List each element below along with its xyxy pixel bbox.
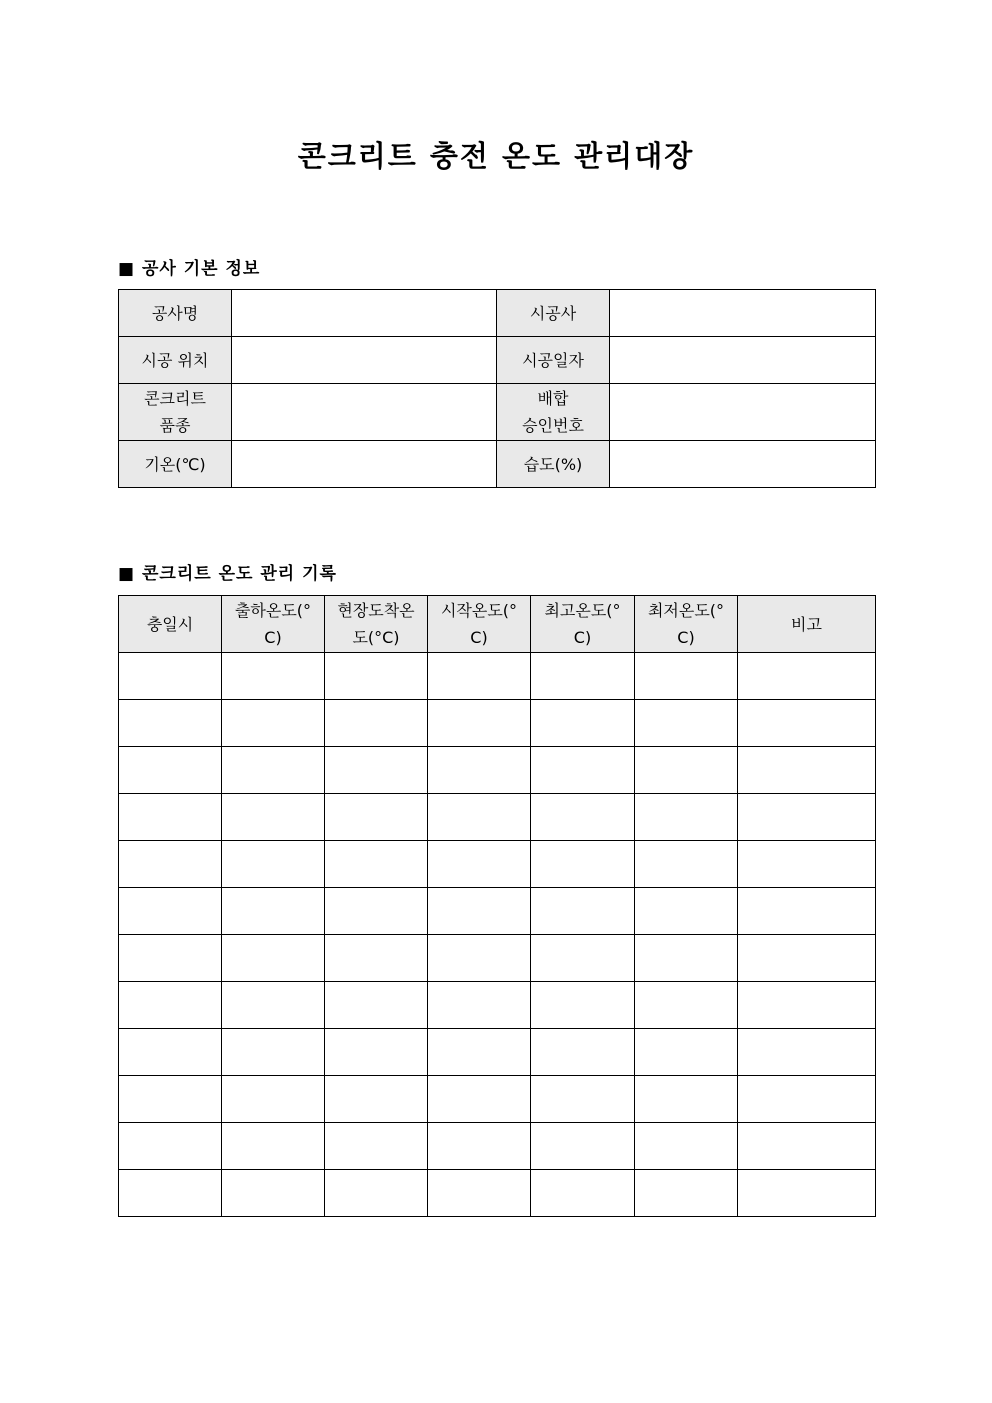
label-contractor: 시공사 bbox=[497, 290, 610, 337]
cell-min-temp[interactable] bbox=[635, 794, 738, 841]
column-header-remarks: 비고 bbox=[738, 596, 876, 653]
info-row bbox=[119, 441, 876, 488]
cell-fill-datetime[interactable] bbox=[119, 1076, 222, 1123]
table-row bbox=[119, 700, 876, 747]
cell-remarks[interactable] bbox=[738, 653, 876, 700]
label-project-name: 공사명 bbox=[119, 290, 232, 337]
cell-shipping-temp[interactable] bbox=[222, 794, 325, 841]
table-row bbox=[119, 1123, 876, 1170]
table-row bbox=[119, 653, 876, 700]
cell-arrival-temp[interactable] bbox=[325, 1170, 428, 1217]
info-row bbox=[119, 337, 876, 384]
cell-fill-datetime[interactable] bbox=[119, 1123, 222, 1170]
cell-min-temp[interactable] bbox=[635, 653, 738, 700]
cell-min-temp[interactable] bbox=[635, 1123, 738, 1170]
cell-shipping-temp[interactable] bbox=[222, 888, 325, 935]
document-title: 콘크리트 충전 온도 관리대장 bbox=[297, 139, 695, 173]
cell-arrival-temp[interactable] bbox=[325, 1123, 428, 1170]
cell-start-temp[interactable] bbox=[428, 1123, 531, 1170]
cell-max-temp[interactable] bbox=[531, 888, 635, 935]
cell-remarks[interactable] bbox=[738, 935, 876, 982]
cell-max-temp[interactable] bbox=[531, 1076, 635, 1123]
cell-min-temp[interactable] bbox=[635, 1170, 738, 1217]
cell-arrival-temp[interactable] bbox=[325, 653, 428, 700]
table-row bbox=[119, 1076, 876, 1123]
cell-max-temp[interactable] bbox=[531, 653, 635, 700]
cell-shipping-temp[interactable] bbox=[222, 935, 325, 982]
table-row bbox=[119, 1170, 876, 1217]
cell-remarks[interactable] bbox=[738, 1123, 876, 1170]
cell-min-temp[interactable] bbox=[635, 1029, 738, 1076]
cell-arrival-temp[interactable] bbox=[325, 747, 428, 794]
column-header-arrival-temp: 현장도착온 도(°C) bbox=[325, 596, 428, 653]
cell-max-temp[interactable] bbox=[531, 935, 635, 982]
cell-arrival-temp[interactable] bbox=[325, 935, 428, 982]
cell-fill-datetime[interactable] bbox=[119, 747, 222, 794]
cell-start-temp[interactable] bbox=[428, 888, 531, 935]
label-mix-approval-number: 배합 승인번호 bbox=[497, 384, 610, 441]
cell-arrival-temp[interactable] bbox=[325, 841, 428, 888]
cell-arrival-temp[interactable] bbox=[325, 982, 428, 1029]
cell-shipping-temp[interactable] bbox=[222, 982, 325, 1029]
label-humidity: 습도(%) bbox=[497, 441, 610, 488]
cell-start-temp[interactable] bbox=[428, 1029, 531, 1076]
cell-remarks[interactable] bbox=[738, 1029, 876, 1076]
column-header-shipping-temp: 출하온도(° C) bbox=[222, 596, 325, 653]
temperature-record-table bbox=[118, 595, 876, 1217]
table-row bbox=[119, 1029, 876, 1076]
cell-shipping-temp[interactable] bbox=[222, 747, 325, 794]
cell-start-temp[interactable] bbox=[428, 700, 531, 747]
contractor-field[interactable] bbox=[610, 290, 876, 337]
cell-min-temp[interactable] bbox=[635, 1076, 738, 1123]
construction-location-field[interactable] bbox=[232, 337, 497, 384]
cell-remarks[interactable] bbox=[738, 888, 876, 935]
cell-max-temp[interactable] bbox=[531, 1029, 635, 1076]
cell-start-temp[interactable] bbox=[428, 794, 531, 841]
cell-remarks[interactable] bbox=[738, 982, 876, 1029]
cell-remarks[interactable] bbox=[738, 700, 876, 747]
cell-min-temp[interactable] bbox=[635, 700, 738, 747]
table-header-row bbox=[119, 596, 876, 653]
cell-fill-datetime[interactable] bbox=[119, 888, 222, 935]
cell-min-temp[interactable] bbox=[635, 747, 738, 794]
column-header-max-temp: 최고온도(° C) bbox=[531, 596, 635, 653]
column-header-start-temp: 시작온도(° C) bbox=[428, 596, 531, 653]
cell-min-temp[interactable] bbox=[635, 982, 738, 1029]
column-header-min-temp: 최저온도(° C) bbox=[635, 596, 738, 653]
cell-fill-datetime[interactable] bbox=[119, 700, 222, 747]
cell-start-temp[interactable] bbox=[428, 1076, 531, 1123]
cell-max-temp[interactable] bbox=[531, 841, 635, 888]
cell-fill-datetime[interactable] bbox=[119, 982, 222, 1029]
cell-shipping-temp[interactable] bbox=[222, 653, 325, 700]
cell-shipping-temp[interactable] bbox=[222, 1123, 325, 1170]
cell-remarks[interactable] bbox=[738, 794, 876, 841]
info-row bbox=[119, 384, 876, 441]
mix-approval-number-field[interactable] bbox=[610, 384, 876, 441]
cell-shipping-temp[interactable] bbox=[222, 1076, 325, 1123]
cell-fill-datetime[interactable] bbox=[119, 841, 222, 888]
cell-remarks[interactable] bbox=[738, 1076, 876, 1123]
cell-start-temp[interactable] bbox=[428, 1170, 531, 1217]
cell-fill-datetime[interactable] bbox=[119, 794, 222, 841]
cell-fill-datetime[interactable] bbox=[119, 935, 222, 982]
project-name-field[interactable] bbox=[232, 290, 497, 337]
cell-start-temp[interactable] bbox=[428, 747, 531, 794]
cell-arrival-temp[interactable] bbox=[325, 700, 428, 747]
cell-min-temp[interactable] bbox=[635, 935, 738, 982]
info-row bbox=[119, 290, 876, 337]
cell-shipping-temp[interactable] bbox=[222, 1170, 325, 1217]
cell-min-temp[interactable] bbox=[635, 841, 738, 888]
cell-arrival-temp[interactable] bbox=[325, 1076, 428, 1123]
table-row bbox=[119, 747, 876, 794]
cell-start-temp[interactable] bbox=[428, 982, 531, 1029]
cell-shipping-temp[interactable] bbox=[222, 700, 325, 747]
concrete-type-field[interactable] bbox=[232, 384, 497, 441]
cell-fill-datetime[interactable] bbox=[119, 1170, 222, 1217]
cell-max-temp[interactable] bbox=[531, 1170, 635, 1217]
label-concrete-type: 콘크리트 품종 bbox=[119, 384, 232, 441]
cell-max-temp[interactable] bbox=[531, 747, 635, 794]
cell-arrival-temp[interactable] bbox=[325, 794, 428, 841]
label-construction-date: 시공일자 bbox=[497, 337, 610, 384]
humidity-field[interactable] bbox=[610, 441, 876, 488]
construction-date-field[interactable] bbox=[610, 337, 876, 384]
section-heading-basic-info: ■ 공사 기본 정보 bbox=[118, 259, 261, 279]
basic-info-table bbox=[118, 289, 876, 488]
table-row bbox=[119, 982, 876, 1029]
section-heading-temperature-record: ■ 콘크리트 온도 관리 기록 bbox=[118, 564, 337, 584]
cell-start-temp[interactable] bbox=[428, 841, 531, 888]
label-air-temperature: 기온(℃) bbox=[119, 441, 232, 488]
cell-arrival-temp[interactable] bbox=[325, 888, 428, 935]
cell-fill-datetime[interactable] bbox=[119, 653, 222, 700]
cell-shipping-temp[interactable] bbox=[222, 841, 325, 888]
cell-remarks[interactable] bbox=[738, 841, 876, 888]
column-header-fill-datetime: 충일시 bbox=[119, 596, 222, 653]
cell-arrival-temp[interactable] bbox=[325, 1029, 428, 1076]
table-row bbox=[119, 841, 876, 888]
table-row bbox=[119, 794, 876, 841]
cell-max-temp[interactable] bbox=[531, 982, 635, 1029]
cell-max-temp[interactable] bbox=[531, 794, 635, 841]
cell-remarks[interactable] bbox=[738, 747, 876, 794]
cell-max-temp[interactable] bbox=[531, 1123, 635, 1170]
air-temperature-field[interactable] bbox=[232, 441, 497, 488]
cell-fill-datetime[interactable] bbox=[119, 1029, 222, 1076]
cell-start-temp[interactable] bbox=[428, 653, 531, 700]
cell-remarks[interactable] bbox=[738, 1170, 876, 1217]
cell-start-temp[interactable] bbox=[428, 935, 531, 982]
cell-min-temp[interactable] bbox=[635, 888, 738, 935]
label-construction-location: 시공 위치 bbox=[119, 337, 232, 384]
table-row bbox=[119, 888, 876, 935]
cell-max-temp[interactable] bbox=[531, 700, 635, 747]
cell-shipping-temp[interactable] bbox=[222, 1029, 325, 1076]
table-row bbox=[119, 935, 876, 982]
